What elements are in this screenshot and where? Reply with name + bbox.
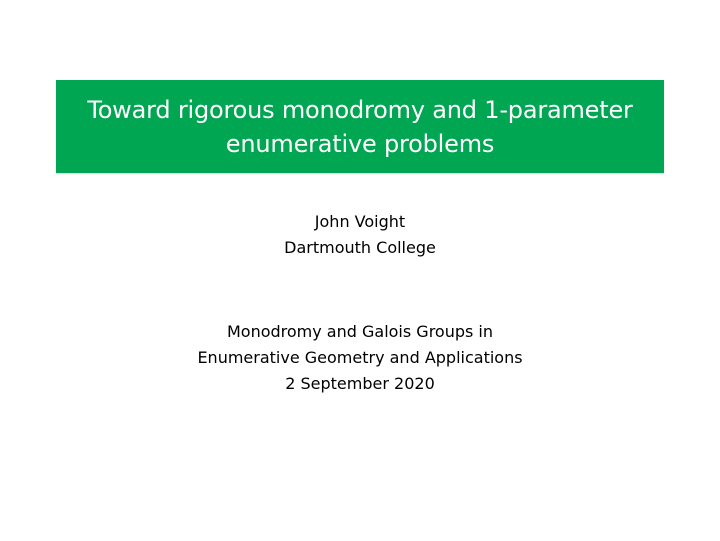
event-date: 2 September 2020 (285, 374, 435, 393)
title-box (56, 80, 664, 173)
event-title-line-2: Enumerative Geometry and Applications (197, 348, 523, 367)
author-block (0, 209, 720, 261)
author-affiliation: Dartmouth College (284, 238, 436, 257)
event-block (0, 319, 720, 397)
author-name: John Voight (314, 212, 406, 231)
title-line-1: Toward rigorous monodromy and 1-parameter (87, 95, 633, 124)
title-line-2: enumerative problems (225, 129, 495, 158)
event-title-line-1: Monodromy and Galois Groups in (226, 322, 494, 341)
